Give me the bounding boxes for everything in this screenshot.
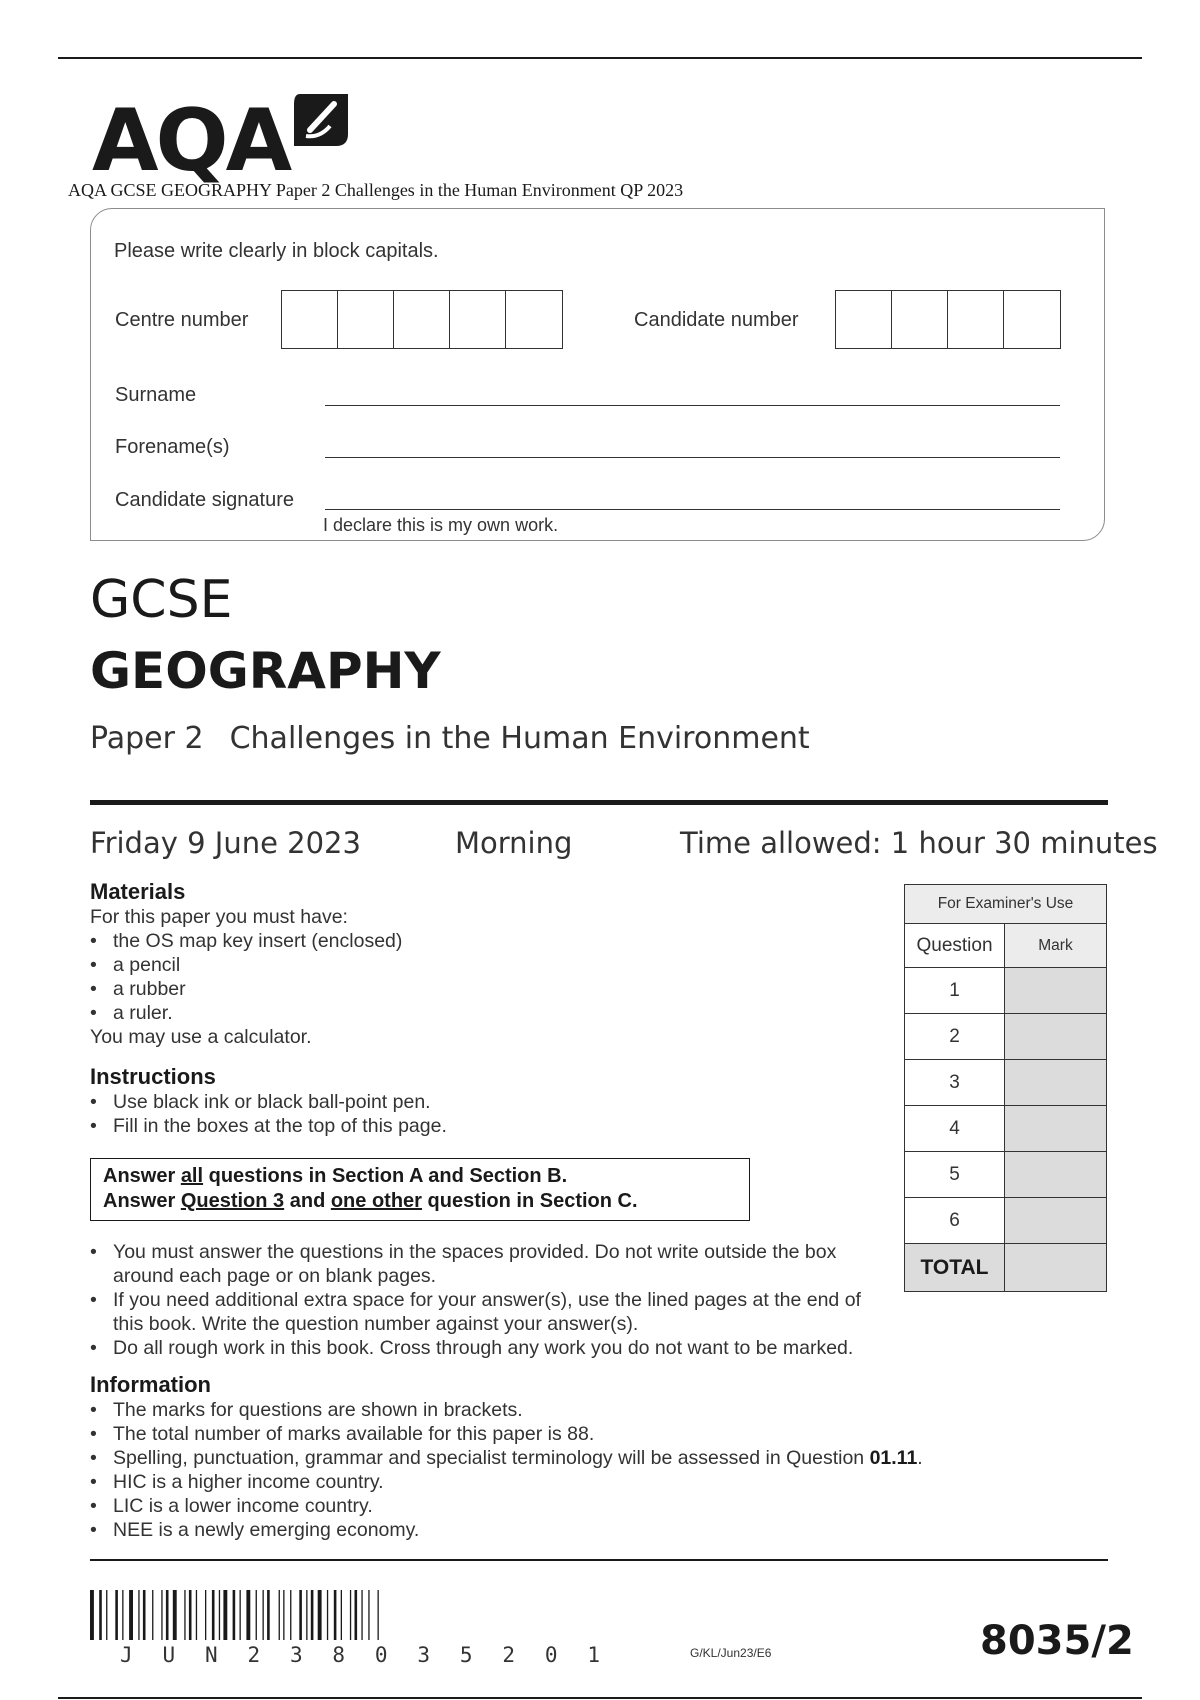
centre-digit-box[interactable] [338,291,394,348]
list-item: • NEE is a newly emerging economy. [90,1518,1050,1542]
table-row [905,1014,1107,1060]
mark-column-header: Mark [1005,924,1107,968]
exam-date: Friday 9 June 2023 [90,826,361,860]
answer-emphasis: one other [330,1190,422,1212]
candidate-number-label: Candidate number [634,309,799,331]
barcode-bar [219,1590,220,1640]
centre-digit-box[interactable] [450,291,506,348]
qualification-level: GCSE [90,570,233,630]
barcode-bar [90,1590,94,1640]
barcode-bar [205,1590,206,1640]
centre-digit-box[interactable] [506,291,562,348]
paper-code: 8035/2 [980,1618,1134,1664]
exam-session: Morning [455,826,573,860]
paper-heading [90,721,810,756]
spag-end: . [917,1447,923,1469]
barcode-bar [341,1590,342,1640]
barcode-bar [368,1590,369,1640]
document-title: AQA GCSE GEOGRAPHY Paper 2 Challenges in the Human Environment QP 2023 [68,180,684,200]
declaration-text: I declare this is my own work. [323,515,559,535]
candidate-number-boxes[interactable] [835,290,1061,349]
question-number: 4 [905,1106,1005,1152]
list-item: • Do all rough work in this book. Cross through any work you do not want to be marked. [90,1336,990,1360]
barcode-bar [318,1590,322,1640]
barcode-bar [152,1590,153,1640]
information-heading: Information [90,1372,211,1397]
candidate-digit-box[interactable] [836,291,892,348]
barcode-bar [166,1590,169,1640]
top-rule [58,57,1142,59]
table-row [905,1152,1107,1198]
materials-intro: For this paper you must have: [90,906,348,928]
information-section [90,1372,1050,1542]
materials-list [90,929,810,1025]
answer-text: Answer [103,1190,181,1212]
question-number: 3 [905,1060,1005,1106]
list-item: • The marks for questions are shown in brackets. [90,1398,1050,1422]
barcode-bar [122,1590,123,1640]
barcode-bar [267,1590,270,1640]
surname-label: Surname [115,384,197,406]
answer-line-2 [103,1189,737,1214]
table-row [905,1060,1107,1106]
centre-digit-box[interactable] [282,291,338,348]
list-item: • a pencil [90,953,810,977]
barcode-bar [240,1590,241,1640]
examiner-use-table [904,884,1107,1292]
question-number: 6 [905,1198,1005,1244]
question-number: 2 [905,1014,1005,1060]
barcode-bar [99,1590,102,1640]
barcode-bar [283,1590,284,1640]
list-item: • a ruler. [90,1001,810,1025]
subject-title: GEOGRAPHY [90,642,441,700]
table-row [905,1106,1107,1152]
barcode-bar [233,1590,236,1640]
forename-line[interactable] [325,457,1060,458]
list-item [90,1446,1050,1470]
answer-text: questions in Section A and Section B. [203,1165,568,1187]
answer-requirements-box [90,1158,750,1221]
barcode-bar [138,1590,139,1640]
barcode-bar [311,1590,314,1640]
table-row [905,1244,1107,1292]
barcode-number: J U N 2 3 8 0 3 5 2 0 1 [120,1643,609,1667]
list-item: • If you need additional extra space for your answer(s), use the lined pages at the end of this book. Write the question number against your answer(s). [90,1288,883,1336]
list-item: • You must answer the questions in the spaces provided. Do not write outside the box around each page or on blank pages. [90,1240,883,1288]
information-list [90,1398,1050,1542]
total-label: TOTAL [905,1244,1005,1292]
mark-cell [1005,968,1107,1014]
paper-number: Paper 2 [90,721,204,756]
list-item: • Fill in the boxes at the top of this page. [90,1114,810,1138]
materials-section [90,879,810,1049]
barcode-bar [306,1590,307,1640]
question-column-header: Question [905,924,1005,968]
barcode-bar [246,1590,250,1640]
barcode-bar [279,1590,280,1640]
candidate-digit-box[interactable] [1004,291,1060,348]
table-row [905,1198,1107,1244]
materials-heading: Materials [90,879,186,904]
table-row [905,968,1107,1014]
list-item: • the OS map key insert (enclosed) [90,929,810,953]
title-rule [90,800,1108,805]
barcode-bar [184,1590,185,1640]
signature-label: Candidate signature [115,489,295,511]
instructions-list [90,1090,810,1138]
aqa-logo-text: AQA [92,91,290,191]
mark-cell [1005,1014,1107,1060]
mark-cell [1005,1152,1107,1198]
question-number: 1 [905,968,1005,1014]
barcode-bar [212,1590,215,1640]
barcode-bar [361,1590,362,1640]
bottom-rule [58,1697,1142,1699]
barcode-bar [196,1590,197,1640]
document-reference: G/KL/Jun23/E6 [690,1646,772,1660]
answer-guidance-section [90,1240,990,1360]
list-item: • HIC is a higher income country. [90,1470,1050,1494]
barcode-bar [129,1590,133,1640]
instructions-section [90,1064,810,1138]
barcode-bar [189,1590,192,1640]
barcode-bar [334,1590,337,1640]
instructions-heading: Instructions [90,1064,216,1089]
list-item: • a rubber [90,977,810,1001]
barcode-bar [327,1590,328,1640]
examiner-table-heading: For Examiner's Use [905,885,1107,924]
answer-text: and [284,1190,331,1212]
total-mark-cell [1005,1244,1107,1292]
barcode-bar [263,1590,264,1640]
list-item: • The total number of marks available for this paper is 88. [90,1422,1050,1446]
forename-label: Forename(s) [115,436,230,458]
calculator-note: You may use a calculator. [90,1026,312,1048]
aqa-logo-leaf-icon [290,90,352,150]
spag-question: 01.11 [869,1447,918,1469]
barcode-bar [378,1590,379,1640]
centre-number-label: Centre number [115,309,249,331]
guidance-list [90,1240,990,1360]
barcode [90,1590,476,1640]
mark-cell [1005,1060,1107,1106]
surname-line[interactable] [325,405,1060,406]
barcode-bar [173,1590,177,1640]
list-item: • LIC is a lower income country. [90,1494,1050,1518]
barcode-bar [115,1590,118,1640]
candidate-digit-box[interactable] [948,291,1004,348]
paper-title: Challenges in the Human Environment [229,721,810,756]
mark-cell [1005,1198,1107,1244]
barcode-bar [350,1590,351,1640]
barcode-bar [299,1590,302,1640]
candidate-digit-box[interactable] [892,291,948,348]
answer-emphasis: Question 3 [180,1190,285,1212]
time-allowed: Time allowed: 1 hour 30 minutes [680,826,1158,860]
barcode-bar [161,1590,162,1640]
spag-text: Spelling, punctuation, grammar and specialist terminology will be assessed in Question [113,1447,870,1469]
signature-line[interactable] [325,509,1060,510]
barcode-bar [223,1590,227,1640]
question-number: 5 [905,1152,1005,1198]
mark-cell [1005,1106,1107,1152]
barcode-bar [355,1590,358,1640]
answer-emphasis: all [180,1165,204,1187]
answer-text: question in Section C. [421,1190,638,1212]
block-capitals-instruction: Please write clearly in block capitals. [114,240,439,262]
centre-digit-box[interactable] [394,291,450,348]
answer-text: Answer [103,1165,181,1187]
barcode-bar [143,1590,146,1640]
barcode-bar [256,1590,257,1640]
barcode-bar [290,1590,291,1640]
list-item: • Use black ink or black ball-point pen. [90,1090,810,1114]
answer-line-1 [103,1164,737,1189]
barcode-bar [106,1590,107,1640]
footer-rule [90,1559,1108,1561]
centre-number-boxes[interactable] [281,290,563,349]
